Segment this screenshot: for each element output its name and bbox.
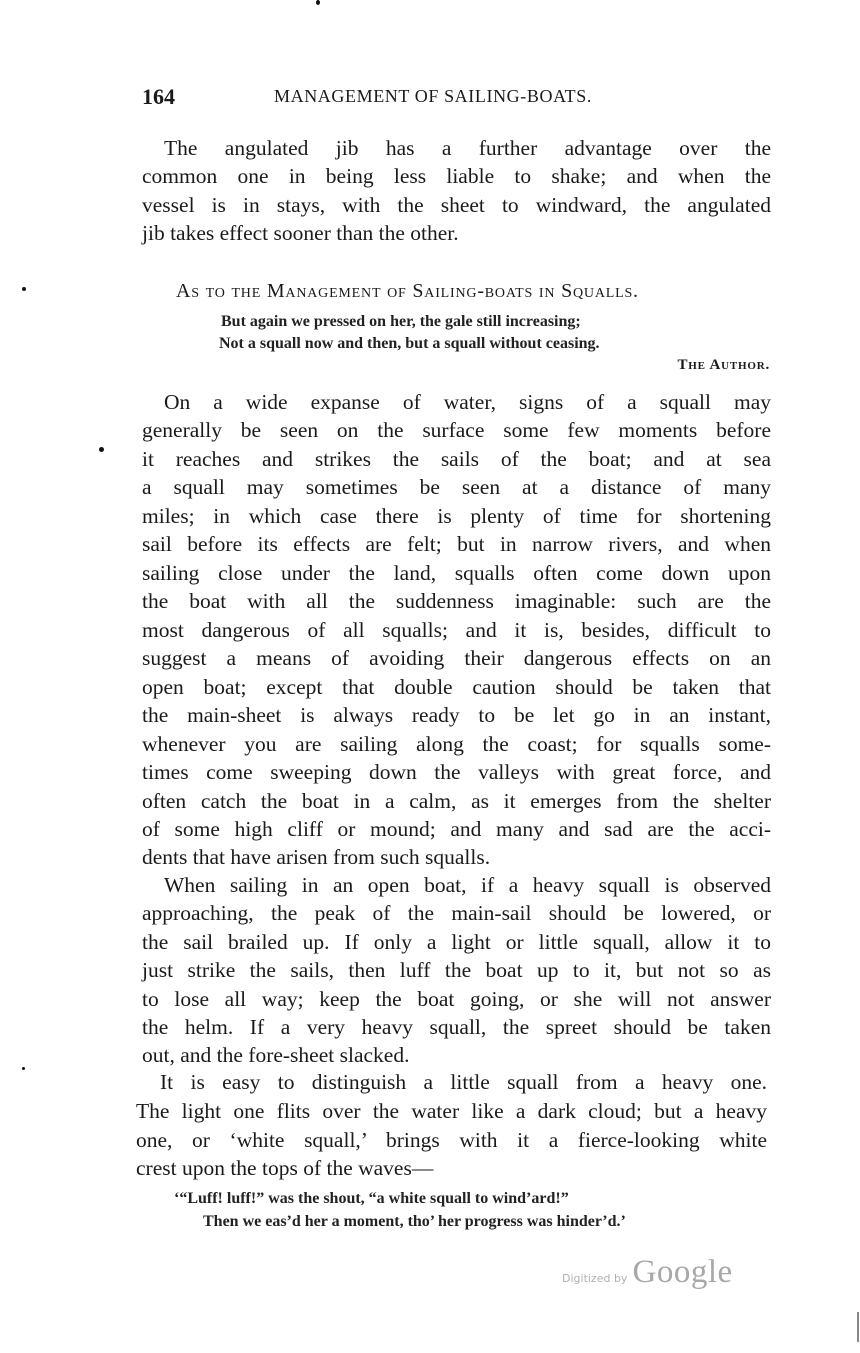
text-line: most dangerous of all squalls; and it is, besides, difficult to — [142, 618, 771, 642]
text-line: whenever you are sailing along the coast; for squalls some- — [142, 732, 771, 756]
scan-speck-left-2 — [99, 447, 104, 452]
text-line: When sailing in an open boat, if a heavy squall is observed — [164, 873, 771, 897]
quotation-line: ‘“Luff! luff!” was the shout, “a white squall to wind’ard!” — [174, 1190, 569, 1207]
epigraph-attribution: The Author. — [677, 357, 770, 373]
text-line: it reaches and strikes the sails of the boat; and at sea — [142, 447, 771, 471]
scan-speck-top — [316, 0, 320, 5]
page-number: 164 — [142, 84, 175, 109]
text-line: of some high cliff or mound; and many and sad are the acci- — [142, 817, 771, 841]
text-line: suggest a means of avoiding their dangerous effects on an — [142, 646, 771, 670]
scan-edge-line — [857, 1312, 859, 1342]
quotation-line: Then we eas’d her a moment, tho’ her progress was hinder’d.’ — [203, 1213, 626, 1230]
section-heading: As to the Management of Sailing-boats in Squalls. — [176, 280, 639, 302]
text-line: The light one flits over the water like a dark cloud; but a heavy — [136, 1099, 767, 1123]
text-line: one, or ‘white squall,’ brings with it a fierce-looking white — [136, 1128, 767, 1152]
google-logo-text: Google — [632, 1254, 733, 1290]
text-line: the main-sheet is always ready to be let go in an instant, — [142, 703, 771, 727]
text-line: open boat; except that double caution should be taken that — [142, 675, 771, 699]
text-line: a squall may sometimes be seen at a distance of many — [142, 475, 771, 499]
running-title: MANAGEMENT OF SAILING-BOATS. — [274, 86, 592, 106]
page-header — [142, 84, 772, 114]
text-line: sailing close under the land, squalls often come down upon — [142, 561, 771, 585]
text-line: to lose all way; keep the boat going, or she will not answer — [142, 987, 771, 1011]
text-line: vessel is in stays, with the sheet to windward, the angulated — [142, 193, 771, 217]
watermark-prefix: Digitized by — [562, 1272, 628, 1285]
epigraph-line: Not a squall now and then, but a squall without ceasing. — [219, 335, 600, 352]
epigraph-line: But again we pressed on her, the gale still increasing; — [221, 313, 581, 330]
text-line: out, and the fore-sheet slacked. — [142, 1043, 410, 1067]
text-line: times come sweeping down the valleys with great force, and — [142, 760, 771, 784]
text-line: It is easy to distinguish a little squall from a heavy one. — [160, 1070, 767, 1094]
text-line: miles; in which case there is plenty of time for shortening — [142, 504, 771, 528]
text-line: the sail brailed up. If only a light or little squall, allow it to — [142, 930, 771, 954]
text-line: dents that have arisen from such squalls. — [142, 845, 491, 869]
text-line: approaching, the peak of the main-sail should be lowered, or — [142, 901, 771, 925]
text-line: On a wide expanse of water, signs of a squall may — [164, 390, 771, 414]
text-line: the boat with all the suddenness imaginable: such are the — [142, 589, 771, 613]
text-line: crest upon the tops of the waves— — [136, 1156, 434, 1180]
text-line: the helm. If a very heavy squall, the spreet should be taken — [142, 1015, 771, 1039]
text-line: generally be seen on the surface some few moments before — [142, 418, 771, 442]
text-line: just strike the sails, then luff the boat up to it, but not so as — [142, 958, 771, 982]
scan-speck-left-1 — [22, 287, 26, 291]
text-line: common one in being less liable to shake; and when the — [142, 164, 771, 188]
text-line: jib takes effect sooner than the other. — [142, 221, 459, 245]
digitized-by-google-watermark — [562, 1254, 733, 1291]
scan-speck-left-3 — [22, 1067, 25, 1070]
text-line: often catch the boat in a calm, as it emerges from the shelter — [142, 789, 771, 813]
text-line: sail before its effects are felt; but in narrow rivers, and when — [142, 532, 771, 556]
text-line: The angulated jib has a further advantage over the — [164, 136, 771, 160]
